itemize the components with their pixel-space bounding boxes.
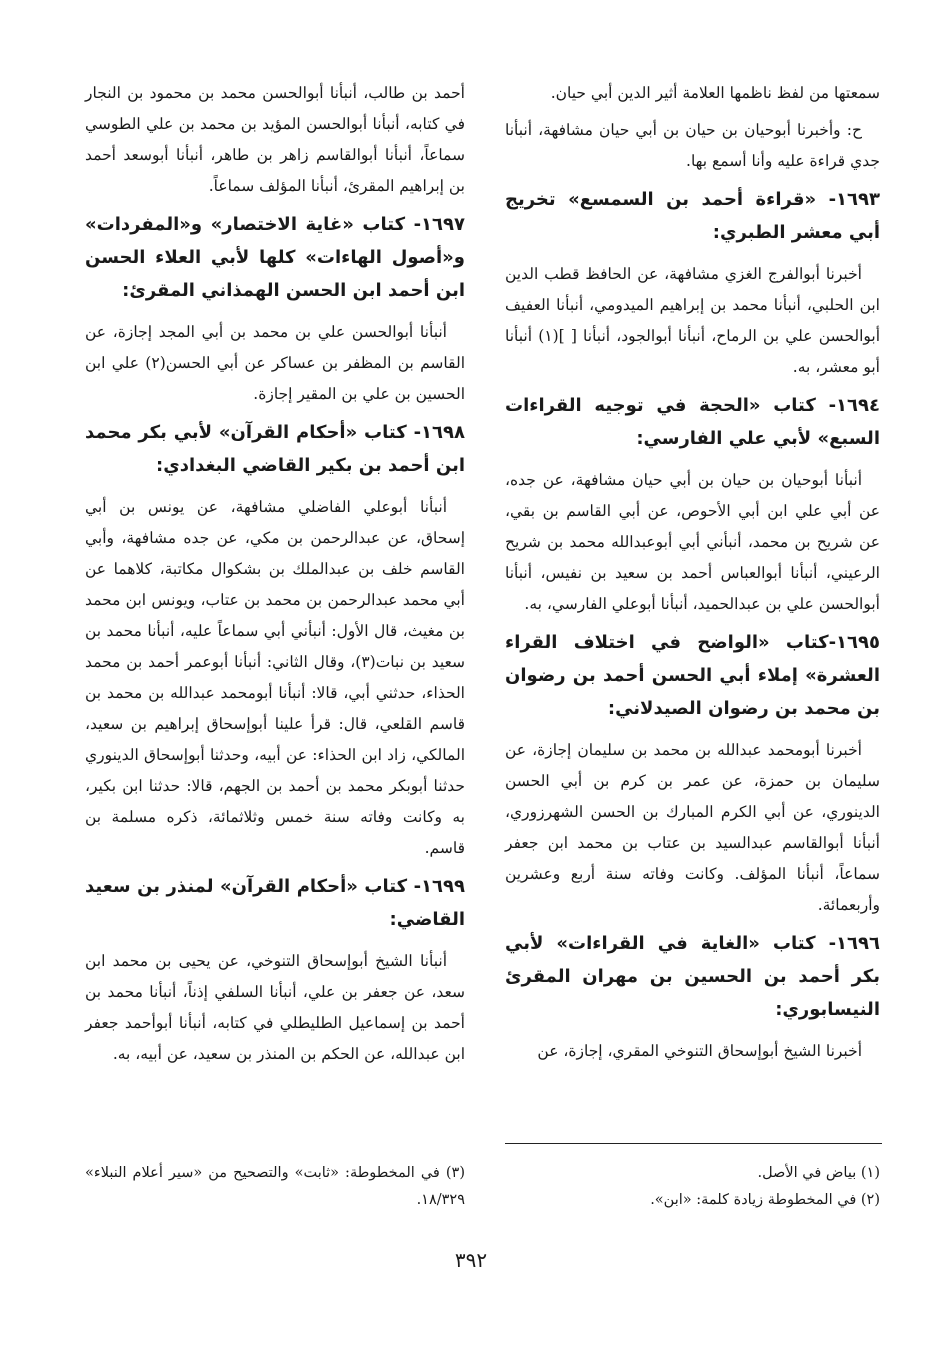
paragraph: ح: وأخبرنا أبوحيان بن حيان بن أبي حيان مشافهة، أنبأنا جدي قراءة عليه وأنا أسمع بها.	[505, 121, 880, 170]
entry-heading-1693: ١٦٩٣- «قراءة أحمد بن السمسع» تخريج أبي معشر الطبري:	[505, 189, 880, 243]
footnote-2: (٢) في المخطوطة زيادة كلمة: «ابن».	[650, 1192, 880, 1208]
paragraph: أخبرنا أبومحمد عبدالله بن محمد بن سليمان إجازة، عن سليمان بن حمزة، عن عمر بن كرم بن أبي الحسن الدينوري، عن أبي الكرم المبارك بن الحسن الشهرزوري، أنبأنا أبوالقاسم عبدالسيد بن عتاب بن محمد ابن جعفر سماعاً، أنبأنا المؤلف. وكانت وفاته سنة أربع وعشرين وأربعمائة.	[505, 741, 880, 914]
paragraph: أنبأنا أبوعلي الفاضلي مشافهة، عن يونس بن أبي إسحاق، عن عبدالرحمن بن مكي، عن جده مشافهة، وأبي القاسم خلف بن عبدالملك بن بشكوال مكاتبة، كلاهما عن أبي محمد عبدالرحمن بن محمد بن عتاب، ويونس ابن محمد بن مغيث، قال الأول: أنبأني أبي سماعاً عليه، أنبأنا محمد بن سعيد بن نبات(٣)، وقال الثاني: أنبأنا أبوعمر أحمد بن محمد الحذاء، حدثني أبي، قالا: أنبأنا أبومحمد عبدالله بن محمد بن قاسم القلعي، قال: قرأ علينا أبوإسحاق إبراهيم بن سعيد، المالكي، زاد ابن الحذاء: عن أبيه، وحدثنا أبوإسحاق الدينوري حدثنا أبوبكر محمد بن أحمد بن الجهم، قالا: حدثنا ابن بكير، به وكانت وفاته سنة خمس وثلاثمائة، ذكره مسلمة بن قاسم.	[85, 498, 465, 857]
left-column	[85, 78, 465, 1076]
entry-heading-1696: ١٦٩٦- كتاب «الغاية في القراءات» لأبي بكر أحمد بن الحسين بن مهران المقرئ النيسابوري:	[505, 933, 880, 1020]
footnotes-left	[85, 1160, 465, 1214]
entry-heading-1694: ١٦٩٤- كتاب «الحجة في توجيه القراءات السبع» لأبي علي الفارسي:	[505, 395, 880, 449]
footnote-divider	[505, 1143, 882, 1144]
page-number: ٣٩٢	[454, 1248, 488, 1272]
paragraph: أخبرنا الشيخ أبوإسحاق التنوخي المقري، إجازة، عن	[537, 1042, 862, 1060]
right-column	[505, 78, 880, 1073]
footnote-3: (٣) في المخطوطة: «ثابت» والتصحيح من «سير أعلام النبلاء» ١٨/٣٢٩.	[85, 1165, 465, 1208]
footnotes-right	[505, 1160, 880, 1214]
paragraph: أخبرنا أبوالفرج الغزي مشافهة، عن الحافظ قطب الدين ابن الحلبي، أنبأنا محمد بن إبراهيم الميدومي، أنبأنا العفيف أبوالحسن علي بن الرماح، أنبأنا أبوالجود، أنبأنا [ ](١) أنبأنا أبو معشر، به.	[505, 265, 881, 376]
paragraph: أنبأنا أبوحيان بن حيان بن أبي حيان مشافهة، عن جده، عن أبي علي ابن أبي الأحوص، عن أبي القاسم بن بقي، عن شريح بن محمد، أنبأني أبي أبوعبدالله محمد بن شريح الرعيني، أنبأنا أبوالعباس أحمد بن سعيد بن نفيس، أنبأنا أبوالحسن علي بن عبدالحميد، أنبأنا أبوعلي الفارسي، به.	[505, 471, 880, 613]
entry-heading-1699: ١٦٩٩- كتاب «أحكام القرآن» لمنذر بن سعيد القاضي:	[85, 876, 465, 930]
paragraph: أحمد بن طالب، أنبأنا أبوالحسن محمد بن محمود بن النجار في كتابه، أنبأنا أبوالحسن المؤيد بن محمد بن علي الطوسي سماعاً، أنبأنا أبوالقاسم زاهر بن طاهر، أنبأنا أبوسعد أحمد بن إبراهيم المقرئ، أنبأنا المؤلف سماعاً.	[85, 84, 465, 195]
paragraph: أنبأنا الشيخ أبوإسحاق التنوخي، عن يحيى بن محمد ابن سعد، عن جعفر بن علي، أنبأنا السلفي إذناً، أنبأنا محمد بن أحمد بن إسماعيل الطليطلي في كتابه، أنبأنا أبوأحمد جعفر ابن عبدالله، عن الحكم بن المنذر بن سعيد، عن أبيه، به.	[85, 952, 465, 1063]
entry-heading-1697: ١٦٩٧- كتاب «غاية الاختصار» و«المفردات» و«أصول الهاءات» كلها لأبي العلاء الحسن ابن أحمد ابن الحسن الهمذاني المقرئ:	[85, 214, 465, 301]
paragraph: أنبأنا أبوالحسن علي بن محمد بن أبي المجد إجازة، عن القاسم بن المظفر بن عساكر عن أبي الحسن(٢) علي ابن الحسين بن علي بن المقير إجازة.	[85, 323, 465, 403]
entry-heading-1698: ١٦٩٨- كتاب «أحكام القرآن» لأبي بكر محمد ابن أحمد بن بكير القاضي البغدادي:	[85, 422, 465, 476]
paragraph: سمعتها من لفظ ناظمها العلامة أثير الدين أبي حيان.	[550, 84, 880, 102]
entry-heading-1695: ١٦٩٥-كتاب «الواضح في اختلاف القراء العشرة» إملاء أبي الحسن أحمد بن رضوان بن محمد بن رضوان الصيدلاني:	[505, 632, 880, 719]
footnote-1: (١) بياض في الأصل.	[757, 1165, 880, 1181]
